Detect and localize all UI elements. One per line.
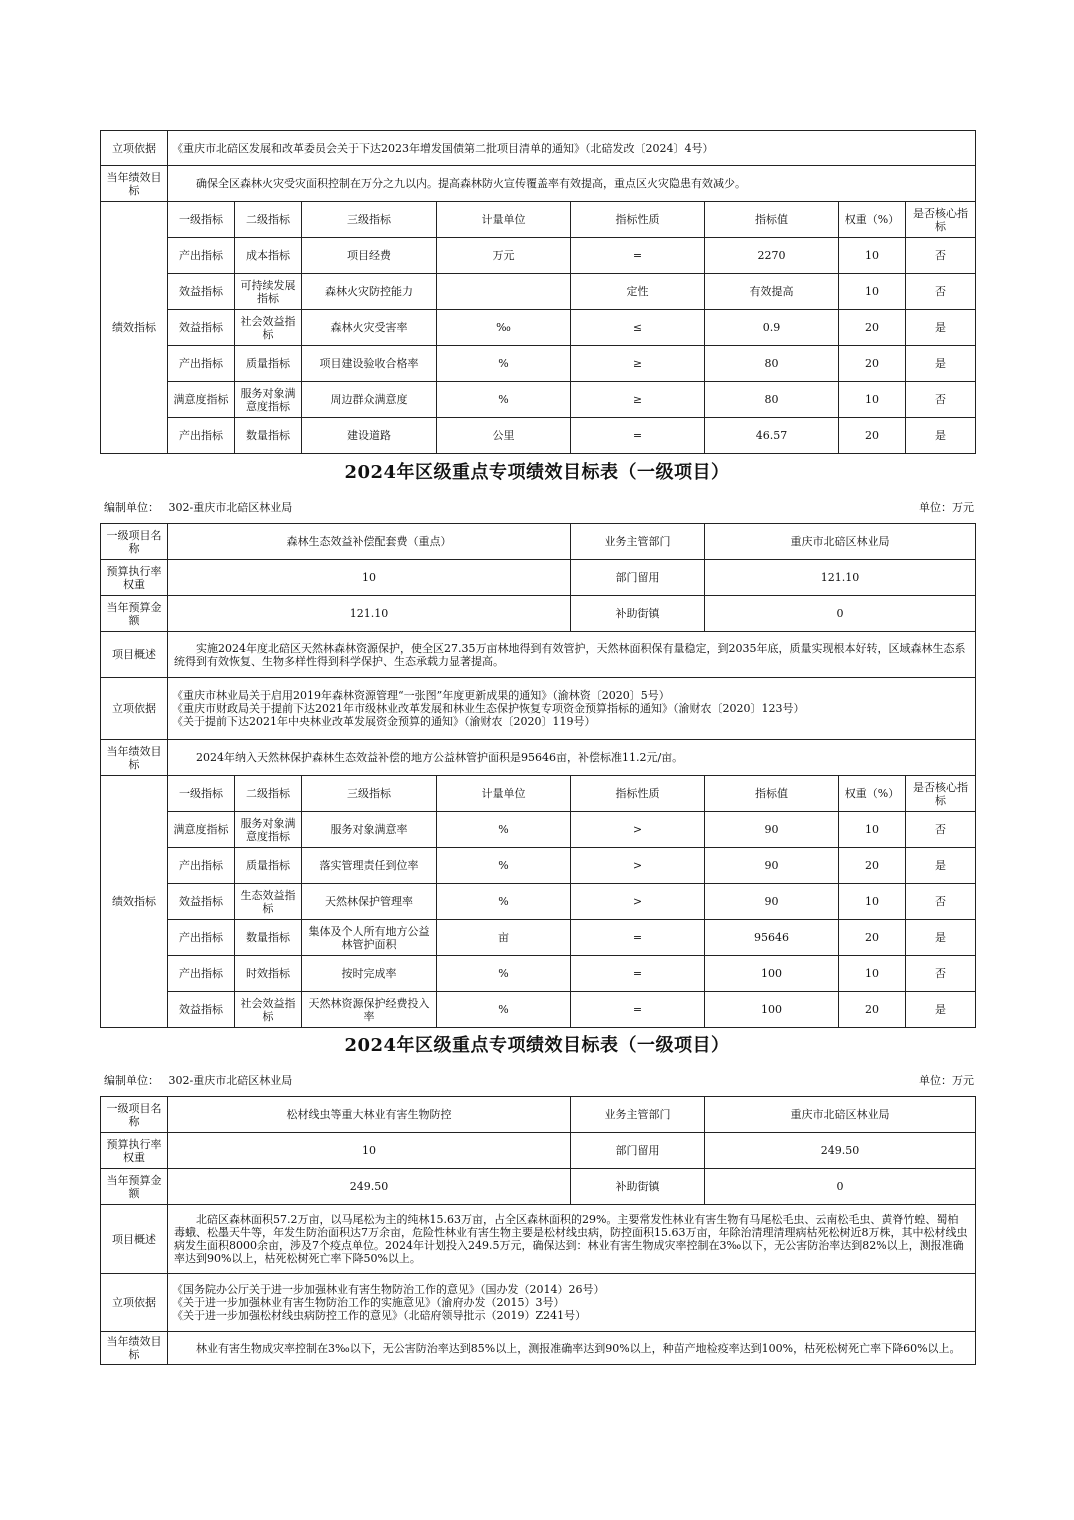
overview-label: 项目概述 xyxy=(101,1205,168,1274)
section3-table-block xyxy=(100,1096,975,1365)
table-cell: ≥ xyxy=(571,382,705,418)
overview-text: 北碚区森林面积57.2万亩，以马尾松为主的纯林15.63万亩，占全区森林面积的29%。主要常发性林业有害生物有马尾松毛虫、云南松毛虫、黄脊竹蝗、蜀柏毒蛾、松墨天牛等，年发生防治面积达7万余亩，危险性林业有害生物主要是松材线虫病，防控面积15.63万亩，年除治清理清理病枯死松树近8万株，其中松材线虫病发生面积8000余亩，涉及7个疫点单位。2024年计划投入249.5万元，确保达到：林业有害生物成灾率控制在3‰以下，无公害防治率达到82%以上，测报准确率达到90%以上，枯死松树死亡率下降50%以上。 xyxy=(168,1205,976,1274)
retain-label: 部门留用 xyxy=(571,1133,705,1169)
subsidy-label: 补助街镇 xyxy=(571,1169,705,1205)
table-cell: 否 xyxy=(906,274,976,310)
table-cell: > xyxy=(571,812,705,848)
table-cell: 80 xyxy=(705,346,839,382)
table-cell: 否 xyxy=(906,884,976,920)
perf-header: 权重（%） xyxy=(839,776,906,812)
table-cell: 天然林保护管理率 xyxy=(302,884,437,920)
table-cell: 项目经费 xyxy=(302,238,437,274)
perf-header: 计量单位 xyxy=(437,202,571,238)
perf-header: 二级指标 xyxy=(235,202,302,238)
basis-item: 《关于提前下达2021年中央林业改革发展资金预算的通知》（渝财农〔2020〕119号） xyxy=(172,715,596,728)
table-cell: 定性 xyxy=(571,274,705,310)
subsidy-value: 0 xyxy=(705,1169,976,1205)
basis-item: 《国务院办公厅关于进一步加强林业有害生物防治工作的意见》（国办发（2014）26号） xyxy=(172,1283,605,1296)
basis-item: 《重庆市林业局关于启用2019年森林资源管理“一张图”年度更新成果的通知》（渝林资〔2020〕5号） xyxy=(172,689,670,702)
table-row xyxy=(101,956,976,992)
table-cell: 集体及个人所有地方公益林管护面积 xyxy=(302,920,437,956)
table-cell: % xyxy=(437,812,571,848)
table-cell: ≤ xyxy=(571,310,705,346)
dept-value: 重庆市北碚区林业局 xyxy=(705,524,976,560)
dept-label: 业务主管部门 xyxy=(571,524,705,560)
table-cell: 效益指标 xyxy=(168,274,235,310)
perf-header: 计量单位 xyxy=(437,776,571,812)
rate-label: 预算执行率权重 xyxy=(101,560,168,596)
name-label: 一级项目名称 xyxy=(101,524,168,560)
table-cell: 0.9 xyxy=(705,310,839,346)
basis-item: 《关于进一步加强林业有害生物防治工作的实施意见》（渝府办发（2015）3号） xyxy=(172,1296,565,1309)
section1-table xyxy=(100,130,976,454)
table-cell: 2270 xyxy=(705,238,839,274)
table-cell: 20 xyxy=(839,310,906,346)
table-cell: ‰ xyxy=(437,310,571,346)
table-cell: 是 xyxy=(906,992,976,1028)
table-cell: > xyxy=(571,884,705,920)
table-cell: 效益指标 xyxy=(168,884,235,920)
table-cell xyxy=(437,274,571,310)
table-cell: 否 xyxy=(906,382,976,418)
table-row xyxy=(101,274,976,310)
perf-header: 是否核心指标 xyxy=(906,202,976,238)
table-cell: 社会效益指标 xyxy=(235,310,302,346)
unit-org: 302-重庆市北碚区林业局 xyxy=(168,1074,293,1087)
section2-table-block xyxy=(100,523,975,1028)
table-cell: 10 xyxy=(839,956,906,992)
table-cell: 产出指标 xyxy=(168,346,235,382)
table-cell: % xyxy=(437,848,571,884)
goal-text: 确保全区森林火灾受灾面积控制在万分之九以内。提高森林防火宣传覆盖率有效提高，重点区火灾隐患有效减少。 xyxy=(168,166,976,202)
table-cell: 100 xyxy=(705,992,839,1028)
table-cell: 森林火灾受害率 xyxy=(302,310,437,346)
table-cell: 服务对象满意度指标 xyxy=(235,812,302,848)
retain-value: 121.10 xyxy=(705,560,976,596)
basis-list xyxy=(168,678,976,740)
budget-value: 121.10 xyxy=(168,596,571,632)
dept-label: 业务主管部门 xyxy=(571,1097,705,1133)
retain-value: 249.50 xyxy=(705,1133,976,1169)
section1-table-block xyxy=(100,130,975,454)
goal-text: 林业有害生物成灾率控制在3‰以下，无公害防治率达到85%以上，测报准确率达到90%以上，种苗产地检疫率达到100%，枯死松树死亡率下降60%以上。 xyxy=(168,1332,976,1365)
table-cell: 质量指标 xyxy=(235,848,302,884)
basis-text: 《重庆市北碚区发展和改革委员会关于下达2023年增发国债第二批项目清单的通知》（北碚发改〔2024〕4号） xyxy=(168,131,976,166)
rate-value: 10 xyxy=(168,1133,571,1169)
table-cell: 20 xyxy=(839,920,906,956)
table-cell: 20 xyxy=(839,418,906,454)
retain-label: 部门留用 xyxy=(571,560,705,596)
basis-label: 立项依据 xyxy=(101,131,168,166)
table-cell: 公里 xyxy=(437,418,571,454)
perf-header: 指标性质 xyxy=(571,776,705,812)
table-cell: 满意度指标 xyxy=(168,382,235,418)
perf-label: 绩效指标 xyxy=(101,776,168,1028)
basis-label: 立项依据 xyxy=(101,678,168,740)
table-cell: 成本指标 xyxy=(235,238,302,274)
table-cell: 是 xyxy=(906,418,976,454)
goal-label: 当年绩效目标 xyxy=(101,166,168,202)
table-cell: 按时完成率 xyxy=(302,956,437,992)
table-cell: 时效指标 xyxy=(235,956,302,992)
page-title: 2024年区级重点专项绩效目标表（一级项目） xyxy=(344,462,730,483)
table-cell: 10 xyxy=(839,238,906,274)
table-cell: 是 xyxy=(906,310,976,346)
table-cell: 万元 xyxy=(437,238,571,274)
table-cell: = xyxy=(571,418,705,454)
unit-prefix: 编制单位： xyxy=(104,501,159,514)
table-cell: 产出指标 xyxy=(168,956,235,992)
table-cell: 服务对象满意度指标 xyxy=(235,382,302,418)
basis-item: 《重庆市财政局关于提前下达2021年市级林业改革发展和林业生态保护恢复专项资金预算指标的通知》（渝财农〔2020〕123号） xyxy=(172,702,805,715)
unit-line xyxy=(104,499,974,515)
subsidy-value: 0 xyxy=(705,596,976,632)
table-cell: 是 xyxy=(906,848,976,884)
table-cell: 100 xyxy=(705,956,839,992)
table-cell: 是 xyxy=(906,346,976,382)
table-cell: 有效提高 xyxy=(705,274,839,310)
table-cell: 效益指标 xyxy=(168,992,235,1028)
perf-header: 三级指标 xyxy=(302,776,437,812)
table-cell: 90 xyxy=(705,812,839,848)
unit-line xyxy=(104,1072,974,1088)
table-cell: 服务对象满意率 xyxy=(302,812,437,848)
table-cell: 效益指标 xyxy=(168,310,235,346)
table-cell: = xyxy=(571,920,705,956)
table-cell: = xyxy=(571,238,705,274)
basis-item: 《关于进一步加强松材线虫病防控工作的意见》（北碚府领导批示（2019）Z241号） xyxy=(172,1309,587,1322)
table-cell: = xyxy=(571,992,705,1028)
table-cell: 否 xyxy=(906,812,976,848)
goal-label: 当年绩效目标 xyxy=(101,1332,168,1365)
page-title: 2024年区级重点专项绩效目标表（一级项目） xyxy=(344,1035,730,1056)
budget-label: 当年预算金额 xyxy=(101,1169,168,1205)
unit-org: 302-重庆市北碚区林业局 xyxy=(168,501,293,514)
table-row xyxy=(101,848,976,884)
table-cell: 项目建设验收合格率 xyxy=(302,346,437,382)
table-cell: 森林火灾防控能力 xyxy=(302,274,437,310)
table-row xyxy=(101,884,976,920)
table-cell: 产出指标 xyxy=(168,848,235,884)
table-cell: 天然林资源保护经费投入率 xyxy=(302,992,437,1028)
table-cell: 数量指标 xyxy=(235,920,302,956)
table-cell: > xyxy=(571,848,705,884)
perf-header: 指标值 xyxy=(705,776,839,812)
table-cell: 10 xyxy=(839,812,906,848)
table-cell: 生态效益指标 xyxy=(235,884,302,920)
table-cell: 周边群众满意度 xyxy=(302,382,437,418)
perf-header: 一级指标 xyxy=(168,776,235,812)
table-cell: % xyxy=(437,346,571,382)
table-cell: % xyxy=(437,956,571,992)
table-row xyxy=(101,346,976,382)
project-name: 森林生态效益补偿配套费（重点） xyxy=(168,524,571,560)
perf-header: 权重（%） xyxy=(839,202,906,238)
section3-table xyxy=(100,1096,976,1365)
perf-header: 一级指标 xyxy=(168,202,235,238)
table-cell: 数量指标 xyxy=(235,418,302,454)
budget-value: 249.50 xyxy=(168,1169,571,1205)
perf-header: 二级指标 xyxy=(235,776,302,812)
table-cell: 10 xyxy=(839,382,906,418)
table-cell: 满意度指标 xyxy=(168,812,235,848)
table-row xyxy=(101,418,976,454)
perf-header: 三级指标 xyxy=(302,202,437,238)
table-cell: % xyxy=(437,992,571,1028)
table-row xyxy=(101,992,976,1028)
goal-text: 2024年纳入天然林保护森林生态效益补偿的地方公益林管护面积是95646亩，补偿标准11.2元/亩。 xyxy=(168,740,976,776)
table-cell: 否 xyxy=(906,238,976,274)
basis-label: 立项依据 xyxy=(101,1274,168,1332)
unit-money: 单位：万元 xyxy=(919,501,974,514)
section2-table xyxy=(100,523,976,1028)
table-cell: 产出指标 xyxy=(168,920,235,956)
table-cell: 46.57 xyxy=(705,418,839,454)
table-cell: ≥ xyxy=(571,346,705,382)
table-cell: 是 xyxy=(906,920,976,956)
table-cell: 产出指标 xyxy=(168,418,235,454)
table-row xyxy=(101,812,976,848)
rate-value: 10 xyxy=(168,560,571,596)
table-row xyxy=(101,382,976,418)
subsidy-label: 补助街镇 xyxy=(571,596,705,632)
perf-header: 是否核心指标 xyxy=(906,776,976,812)
name-label: 一级项目名称 xyxy=(101,1097,168,1133)
table-row xyxy=(101,920,976,956)
rate-label: 预算执行率权重 xyxy=(101,1133,168,1169)
overview-label: 项目概述 xyxy=(101,632,168,678)
unit-money: 单位：万元 xyxy=(919,1074,974,1087)
table-cell: 社会效益指标 xyxy=(235,992,302,1028)
project-name: 松材线虫等重大林业有害生物防控 xyxy=(168,1097,571,1133)
unit-prefix: 编制单位： xyxy=(104,1074,159,1087)
table-cell: 建设道路 xyxy=(302,418,437,454)
table-cell: 否 xyxy=(906,956,976,992)
table-cell: 10 xyxy=(839,884,906,920)
perf-header: 指标值 xyxy=(705,202,839,238)
table-cell: 80 xyxy=(705,382,839,418)
table-cell: 20 xyxy=(839,346,906,382)
perf-label: 绩效指标 xyxy=(101,202,168,454)
table-cell: 90 xyxy=(705,884,839,920)
table-cell: 10 xyxy=(839,274,906,310)
table-row xyxy=(101,238,976,274)
goal-label: 当年绩效目标 xyxy=(101,740,168,776)
table-cell: 90 xyxy=(705,848,839,884)
table-cell: 质量指标 xyxy=(235,346,302,382)
basis-list xyxy=(168,1274,976,1332)
table-cell: 20 xyxy=(839,848,906,884)
table-cell: % xyxy=(437,884,571,920)
budget-label: 当年预算金额 xyxy=(101,596,168,632)
table-cell: 落实管理责任到位率 xyxy=(302,848,437,884)
table-cell: 20 xyxy=(839,992,906,1028)
table-cell: 亩 xyxy=(437,920,571,956)
table-cell: 可持续发展指标 xyxy=(235,274,302,310)
dept-value: 重庆市北碚区林业局 xyxy=(705,1097,976,1133)
table-cell: 产出指标 xyxy=(168,238,235,274)
table-cell: % xyxy=(437,382,571,418)
table-cell: = xyxy=(571,956,705,992)
table-cell: 95646 xyxy=(705,920,839,956)
perf-header: 指标性质 xyxy=(571,202,705,238)
table-row xyxy=(101,310,976,346)
overview-text: 实施2024年度北碚区天然林森林资源保护，使全区27.35万亩林地得到有效管护，天然林面积保有量稳定，到2035年底，质量实现根本好转，区域森林生态系统得到有效恢复、生物多样性得到科学保护、生态承载力显著提高。 xyxy=(168,632,976,678)
